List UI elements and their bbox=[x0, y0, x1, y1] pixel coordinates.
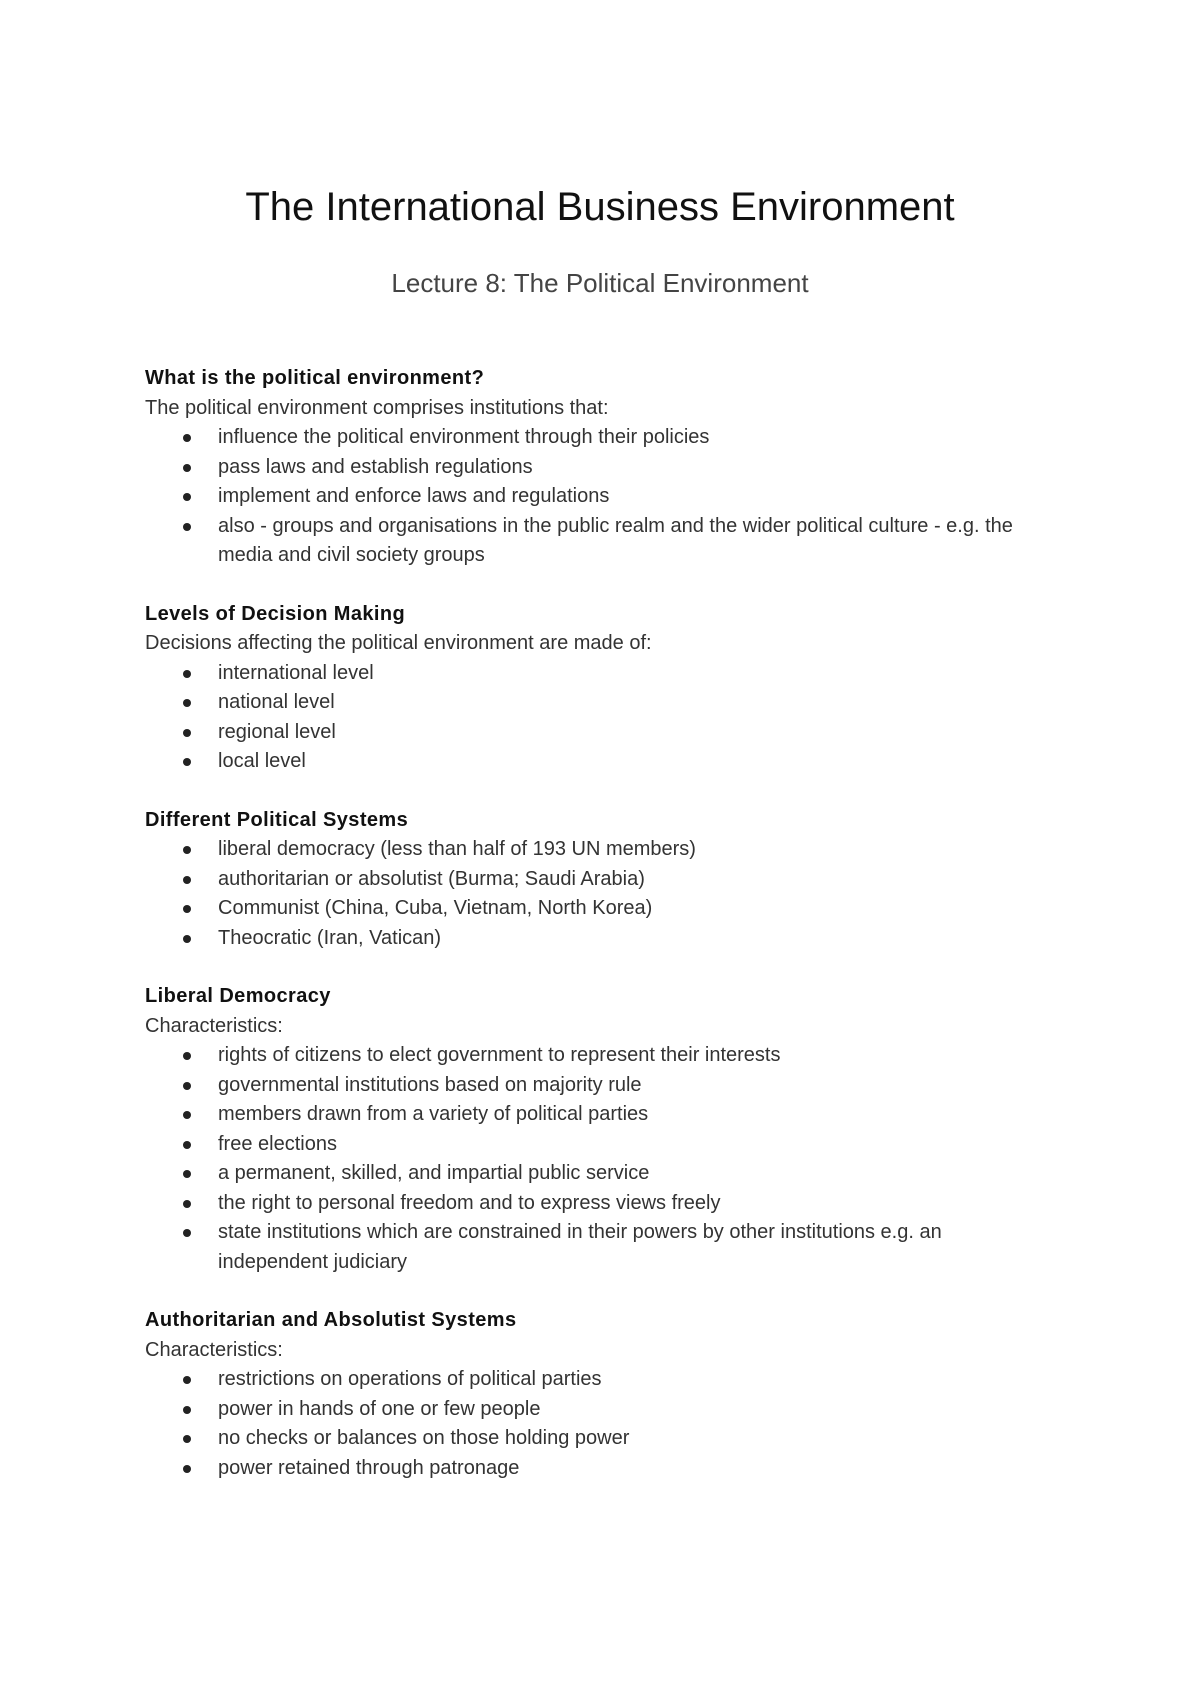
list-item-text: governmental institutions based on majority rule bbox=[218, 1073, 642, 1096]
list-item bbox=[218, 1041, 1045, 1071]
bullet-icon bbox=[183, 1465, 191, 1473]
list-item-text: Communist (China, Cuba, Vietnam, North Korea) bbox=[218, 897, 653, 919]
list-item-text: power in hands of one or few people bbox=[218, 1397, 541, 1420]
bullet-icon bbox=[183, 1052, 191, 1060]
bullet-icon bbox=[183, 905, 191, 913]
list-item-text: Theocratic (Iran, Vatican) bbox=[218, 926, 442, 949]
list-item bbox=[218, 1189, 1045, 1219]
list-item-text: members drawn from a variety of political parties bbox=[218, 1103, 649, 1125]
bullet-icon bbox=[183, 1141, 191, 1149]
list-item-text: pass laws and establish regulations bbox=[218, 455, 533, 478]
list-item bbox=[218, 512, 1045, 571]
section-heading: Authoritarian and Absolutist Systems bbox=[145, 1309, 517, 1331]
list-item bbox=[218, 835, 1045, 865]
bullet-icon bbox=[183, 758, 191, 766]
list-item bbox=[218, 1218, 1045, 1277]
list-item-text: liberal democracy (less than half of 193 UN members) bbox=[218, 838, 696, 860]
list-item-text: free elections bbox=[218, 1132, 337, 1155]
bullet-icon bbox=[183, 434, 191, 442]
bullet-icon bbox=[183, 846, 191, 854]
list-item-text: also - groups and organisations in the public realm and the wider political culture - e.g. the media and civil society groups bbox=[218, 514, 1013, 566]
list-item-text: a permanent, skilled, and impartial public service bbox=[218, 1162, 650, 1184]
list-item-text: power retained through patronage bbox=[218, 1456, 520, 1479]
list-item-text: authoritarian or absolutist (Burma; Saudi Arabia) bbox=[218, 867, 645, 890]
section bbox=[145, 806, 1045, 954]
bullet-icon bbox=[183, 464, 191, 472]
bullet-icon bbox=[183, 1170, 191, 1178]
list-item bbox=[218, 894, 1045, 924]
bullet-icon bbox=[183, 1082, 191, 1090]
bullet-icon bbox=[183, 1376, 191, 1384]
bullet-icon bbox=[183, 699, 191, 707]
list-item-text: national level bbox=[218, 691, 335, 713]
list-item-text: no checks or balances on those holding power bbox=[218, 1427, 630, 1449]
list-item-text: state institutions which are constrained in their powers by other institutions e.g. an independent judiciary bbox=[218, 1221, 942, 1273]
bullet-list bbox=[145, 1365, 1045, 1483]
list-item-text: restrictions on operations of political parties bbox=[218, 1368, 602, 1390]
section-intro: Characteristics: bbox=[145, 1338, 283, 1361]
list-item-text: the right to personal freedom and to express views freely bbox=[218, 1191, 721, 1214]
bullet-icon bbox=[183, 729, 191, 737]
bullet-icon bbox=[183, 876, 191, 884]
bullet-list bbox=[145, 1041, 1045, 1277]
section-intro: Characteristics: bbox=[145, 1014, 283, 1037]
list-item bbox=[218, 453, 1045, 483]
list-item bbox=[218, 1100, 1045, 1130]
bullet-icon bbox=[183, 935, 191, 943]
list-item bbox=[218, 1395, 1045, 1425]
bullet-list bbox=[145, 835, 1045, 953]
list-item-text: international level bbox=[218, 661, 374, 684]
bullet-icon bbox=[183, 1435, 191, 1443]
section-heading: Different Political Systems bbox=[145, 808, 409, 831]
list-item-text: regional level bbox=[218, 720, 336, 743]
list-item bbox=[218, 1454, 1045, 1484]
section bbox=[145, 982, 1045, 1277]
section-heading: Levels of Decision Making bbox=[145, 602, 406, 625]
section-intro: The political environment comprises institutions that: bbox=[145, 396, 609, 419]
section bbox=[145, 364, 1045, 571]
section bbox=[145, 600, 1045, 777]
page-subtitle: Lecture 8: The Political Environment bbox=[391, 268, 809, 298]
list-item bbox=[218, 482, 1045, 512]
list-item bbox=[218, 423, 1045, 453]
bullet-icon bbox=[183, 523, 191, 531]
list-item bbox=[218, 688, 1045, 718]
bullet-icon bbox=[183, 670, 191, 678]
bullet-icon bbox=[183, 1111, 191, 1119]
list-item bbox=[218, 747, 1045, 777]
list-item-text: local level bbox=[218, 750, 306, 772]
bullet-list bbox=[145, 659, 1045, 777]
bullet-icon bbox=[183, 493, 191, 501]
list-item bbox=[218, 1071, 1045, 1101]
list-item bbox=[218, 659, 1045, 689]
section-heading: What is the political environment? bbox=[145, 367, 485, 389]
list-item bbox=[218, 1130, 1045, 1160]
list-item-text: influence the political environment through their policies bbox=[218, 426, 710, 448]
list-item bbox=[218, 865, 1045, 895]
list-item bbox=[218, 924, 1045, 954]
section bbox=[145, 1306, 1045, 1483]
bullet-icon bbox=[183, 1200, 191, 1208]
list-item-text: rights of citizens to elect government to represent their interests bbox=[218, 1044, 781, 1066]
bullet-icon bbox=[183, 1229, 191, 1237]
bullet-icon bbox=[183, 1406, 191, 1414]
list-item bbox=[218, 718, 1045, 748]
list-item bbox=[218, 1365, 1045, 1395]
page-title: The International Business Environment bbox=[245, 185, 955, 229]
list-item bbox=[218, 1159, 1045, 1189]
section-intro: Decisions affecting the political environment are made of: bbox=[145, 632, 652, 654]
section-heading: Liberal Democracy bbox=[145, 985, 331, 1007]
list-item-text: implement and enforce laws and regulations bbox=[218, 485, 610, 507]
bullet-list bbox=[145, 423, 1045, 571]
document-body bbox=[145, 364, 1045, 1512]
list-item bbox=[218, 1424, 1045, 1454]
